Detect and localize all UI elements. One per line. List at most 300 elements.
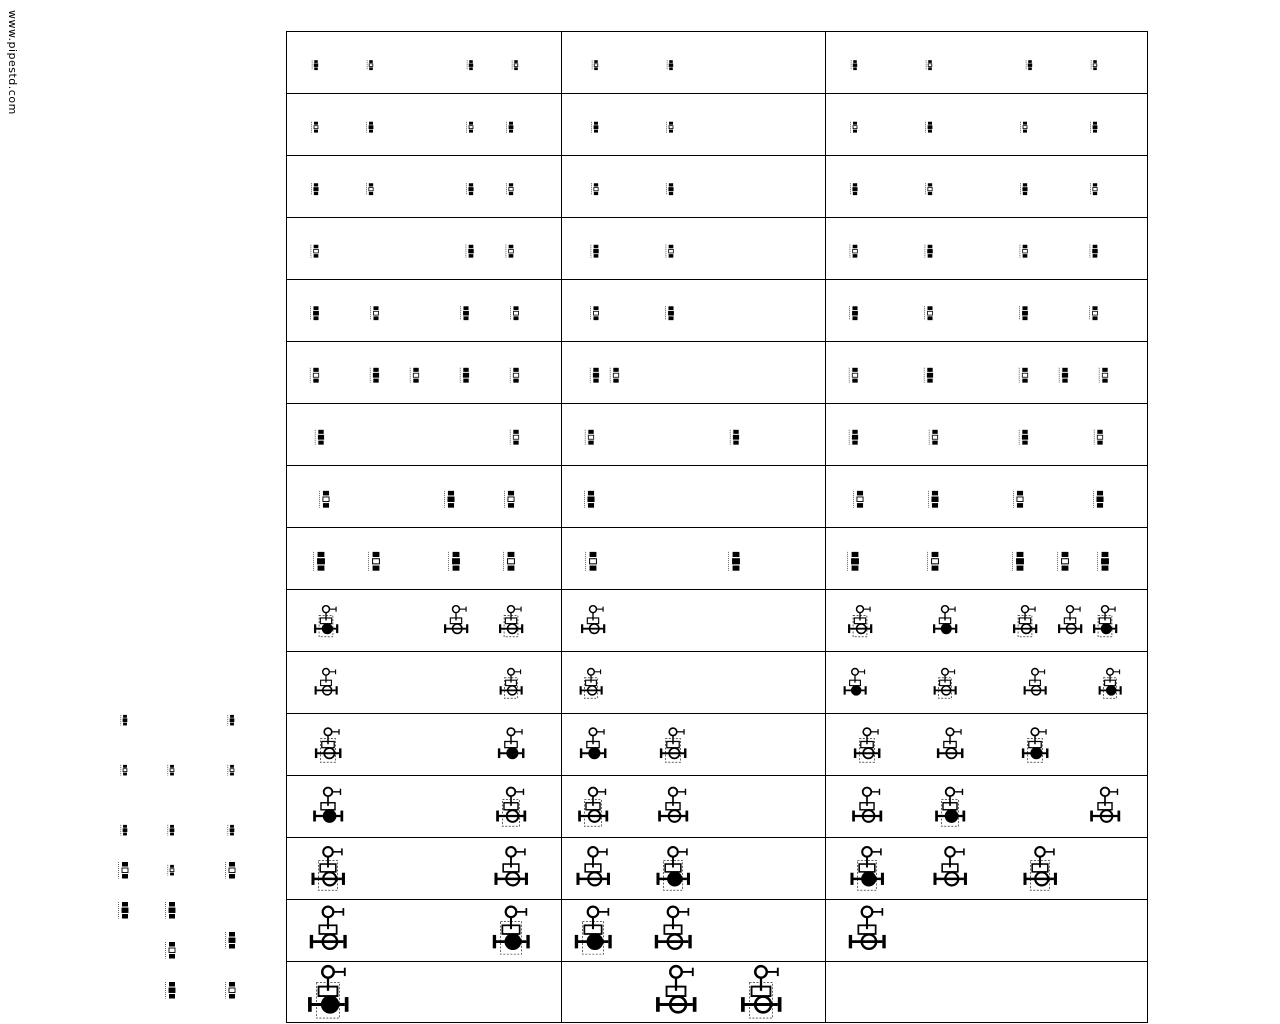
symbol-mark <box>314 188 318 191</box>
valve-symbol <box>228 765 234 776</box>
symbol-mark <box>122 868 128 873</box>
handwheel <box>323 847 333 857</box>
symbol-mark <box>588 441 593 445</box>
valve-symbol <box>844 669 867 695</box>
valve-symbol <box>1024 669 1047 695</box>
symbol-mark <box>733 566 740 571</box>
symbol-mark <box>1023 130 1027 133</box>
flange <box>1035 624 1037 633</box>
handwheel <box>508 669 515 676</box>
handwheel <box>453 606 460 613</box>
flange <box>1046 748 1048 758</box>
handwheel <box>323 669 330 676</box>
valve-symbol <box>933 606 957 634</box>
valve-symbol <box>121 765 127 776</box>
symbol-mark <box>857 497 863 502</box>
symbol-mark <box>229 862 235 867</box>
handwheel <box>946 728 954 736</box>
symbol-mark <box>169 908 175 913</box>
symbol-mark <box>230 769 234 772</box>
symbol-mark <box>170 865 174 868</box>
flange <box>466 624 468 633</box>
flange <box>315 686 317 694</box>
valve-symbol <box>1099 669 1122 699</box>
valve-symbol <box>1093 491 1103 508</box>
symbol-mark <box>1023 126 1027 129</box>
valve-symbol <box>610 368 619 383</box>
valve-symbol <box>1020 245 1027 258</box>
symbol-mark <box>1097 441 1102 445</box>
symbol-mark <box>123 769 127 772</box>
symbol-mark <box>932 552 939 557</box>
symbol-mark <box>594 122 598 125</box>
flange <box>685 811 688 822</box>
symbol-mark <box>927 306 932 310</box>
symbol-mark <box>1062 379 1067 383</box>
valve-symbol <box>226 932 236 949</box>
symbol-mark <box>853 60 857 63</box>
valve-symbol <box>119 902 129 919</box>
symbol-mark <box>668 316 673 320</box>
valve-symbol <box>1091 60 1097 70</box>
symbol-mark <box>122 902 128 907</box>
symbol-mark <box>1102 368 1107 372</box>
symbol-mark <box>469 245 474 249</box>
handwheel <box>589 728 597 736</box>
symbol-mark <box>1093 192 1097 195</box>
symbol-mark <box>669 126 673 129</box>
flange <box>310 935 313 948</box>
flange <box>605 811 608 822</box>
symbol-mark <box>318 435 323 439</box>
symbol-mark <box>169 942 175 947</box>
symbol-mark <box>509 249 514 253</box>
symbol-mark <box>229 988 235 993</box>
valve-symbol <box>226 862 236 879</box>
valve-symbol <box>228 825 234 836</box>
symbol-mark <box>594 130 598 133</box>
symbol-mark <box>669 192 673 195</box>
flange <box>601 686 603 694</box>
handwheel <box>1022 606 1029 613</box>
symbol-mark <box>369 130 373 133</box>
symbol-mark <box>669 188 673 191</box>
handwheel <box>857 606 864 613</box>
valve-symbol <box>1058 552 1069 571</box>
symbol-mark <box>613 373 618 377</box>
valve-symbol <box>166 902 176 919</box>
flange <box>1120 686 1122 694</box>
symbol-mark <box>1093 126 1097 129</box>
valve-symbol <box>312 122 318 133</box>
symbol-mark <box>469 249 474 253</box>
symbol-mark <box>229 944 235 949</box>
symbol-mark <box>590 566 597 571</box>
valve-symbol <box>507 122 513 133</box>
symbol-mark <box>513 373 518 377</box>
valve-symbol <box>584 491 594 508</box>
flange <box>879 811 882 822</box>
handwheel <box>1102 606 1109 613</box>
flange <box>1022 748 1024 758</box>
valve-symbol <box>1099 368 1108 383</box>
valve-symbol <box>850 245 857 258</box>
symbol-mark <box>369 122 373 125</box>
symbol-mark <box>1093 249 1098 253</box>
symbol-mark <box>314 126 318 129</box>
symbol-mark <box>369 67 373 70</box>
symbol-mark <box>1092 316 1097 320</box>
symbol-mark <box>594 254 599 258</box>
valve-symbol <box>308 966 348 1018</box>
symbol-mark <box>169 954 175 959</box>
handwheel <box>942 606 949 613</box>
symbol-mark <box>733 552 740 557</box>
symbol-mark <box>669 254 674 258</box>
symbol-mark <box>169 982 175 987</box>
handwheel <box>588 847 598 857</box>
valve-symbol <box>729 552 740 571</box>
symbol-mark <box>313 311 318 315</box>
valve-symbol <box>315 728 342 762</box>
symbol-mark <box>230 833 234 836</box>
symbol-mark <box>928 60 932 63</box>
flange <box>881 873 884 885</box>
valve-symbol <box>1020 183 1027 195</box>
symbol-mark <box>1028 60 1032 63</box>
symbol-mark <box>318 441 323 445</box>
valve-symbol <box>370 368 379 383</box>
flange <box>342 873 345 885</box>
symbol-mark <box>853 192 857 195</box>
valve-symbol <box>121 825 127 836</box>
symbol-mark <box>593 306 598 310</box>
symbol-mark <box>1062 373 1067 377</box>
symbol-mark <box>1097 491 1103 496</box>
symbol-mark <box>594 67 598 70</box>
symbol-mark <box>1023 249 1028 253</box>
symbol-mark <box>928 254 933 258</box>
valve-symbol <box>925 306 933 320</box>
valve-symbol <box>504 552 515 571</box>
valve-symbol <box>656 847 689 890</box>
symbol-mark <box>170 765 174 768</box>
valve-symbol <box>851 60 857 70</box>
valve-symbol <box>466 183 473 195</box>
symbol-mark <box>509 188 513 191</box>
handwheel <box>1035 847 1045 857</box>
symbol-mark <box>928 192 932 195</box>
symbol-mark <box>314 192 318 195</box>
symbol-mark <box>733 559 740 564</box>
valve-symbol <box>1098 552 1109 571</box>
symbol-mark <box>230 715 234 718</box>
valve-symbol <box>924 368 933 383</box>
symbol-mark <box>509 126 513 129</box>
valve-symbol <box>121 715 127 726</box>
valve-symbol <box>1026 60 1032 70</box>
symbol-mark <box>122 908 128 913</box>
valve-symbol <box>850 847 883 890</box>
symbol-mark <box>1023 192 1027 195</box>
flange <box>1115 624 1117 633</box>
symbol-mark <box>1097 435 1102 439</box>
symbol-mark <box>508 503 514 508</box>
symbol-mark <box>1097 430 1102 434</box>
valve-symbol <box>499 606 523 637</box>
symbol-mark <box>1022 316 1027 320</box>
symbol-mark <box>123 765 127 768</box>
symbol-mark <box>229 874 235 879</box>
symbol-mark <box>448 503 454 508</box>
flange <box>660 748 662 758</box>
symbol-mark <box>852 566 859 571</box>
handwheel <box>590 606 597 613</box>
flange <box>688 935 691 948</box>
symbol-mark <box>369 64 373 67</box>
flange <box>1080 624 1082 633</box>
symbol-mark <box>1017 559 1024 564</box>
symbol-mark <box>928 183 932 186</box>
symbol-mark <box>323 497 329 502</box>
handwheel <box>668 907 679 918</box>
symbol-mark <box>669 183 673 186</box>
symbol-mark <box>594 64 598 67</box>
symbol-mark <box>932 491 938 496</box>
flange <box>1117 811 1120 822</box>
flange <box>934 686 936 694</box>
symbol-mark <box>669 245 674 249</box>
valve-symbol <box>937 728 964 758</box>
symbol-mark <box>509 122 513 125</box>
symbol-mark <box>1023 245 1028 249</box>
symbol-mark <box>1102 552 1109 557</box>
valve-symbol <box>511 306 519 320</box>
symbol-mark <box>373 373 378 377</box>
symbol-mark <box>122 874 128 879</box>
flange <box>1054 873 1057 885</box>
symbol-mark <box>373 552 380 557</box>
symbol-mark <box>170 773 174 776</box>
flange <box>656 997 660 1012</box>
symbol-mark <box>122 862 128 867</box>
symbol-mark <box>669 67 673 70</box>
symbol-mark <box>230 773 234 776</box>
symbol-mark <box>122 914 128 919</box>
symbol-mark <box>1022 373 1027 377</box>
valve-symbol <box>494 847 527 885</box>
symbol-mark <box>1017 566 1024 571</box>
symbol-mark <box>123 829 127 832</box>
symbol-mark <box>853 254 858 258</box>
handwheel <box>862 847 872 857</box>
valve-symbol <box>449 552 460 571</box>
symbol-mark <box>413 373 418 377</box>
symbol-mark <box>463 379 468 383</box>
symbol-mark <box>593 373 598 377</box>
valve-symbol <box>656 966 696 1012</box>
valve-symbol <box>580 728 607 758</box>
symbol-mark <box>508 497 514 502</box>
valve-symbol <box>500 669 523 699</box>
symbol-mark <box>514 67 518 70</box>
symbol-mark <box>927 311 932 315</box>
valve-symbol <box>498 728 525 758</box>
symbol-mark <box>1093 122 1097 125</box>
symbol-mark <box>928 188 932 191</box>
handwheel <box>323 606 330 613</box>
valve-symbol <box>850 306 858 320</box>
flange <box>345 997 349 1012</box>
symbol-mark <box>668 306 673 310</box>
valve-symbol <box>667 60 673 70</box>
valve-symbol <box>849 368 858 383</box>
symbol-mark <box>1062 566 1069 571</box>
handwheel <box>322 966 334 978</box>
symbol-mark <box>453 552 460 557</box>
symbol-mark <box>513 306 518 310</box>
symbol-mark <box>1093 245 1098 249</box>
symbol-mark <box>230 765 234 768</box>
symbol-mark <box>588 497 594 502</box>
symbol-mark <box>508 491 514 496</box>
valve-symbol <box>311 847 344 890</box>
symbol-mark <box>123 723 127 726</box>
valve-symbol <box>590 368 599 383</box>
handwheel <box>863 788 872 797</box>
valve-symbol <box>578 788 608 827</box>
flange <box>741 997 745 1012</box>
symbol-mark <box>927 379 932 383</box>
symbol-mark <box>413 379 418 383</box>
symbol-mark <box>932 435 937 439</box>
symbol-mark <box>1093 183 1097 186</box>
handwheel <box>323 907 334 918</box>
symbol-mark <box>1097 503 1103 508</box>
valve-symbol <box>228 715 234 726</box>
valve-symbol <box>934 669 957 699</box>
symbol-mark <box>169 988 175 993</box>
flange <box>315 748 317 758</box>
symbol-mark <box>318 566 325 571</box>
symbol-mark <box>1102 373 1107 377</box>
symbol-mark <box>588 430 593 434</box>
flange <box>854 748 856 758</box>
symbol-mark <box>469 188 473 191</box>
symbol-mark <box>453 566 460 571</box>
symbol-mark <box>852 306 857 310</box>
flange <box>1045 686 1047 694</box>
symbol-mark <box>413 368 418 372</box>
valve-legend-block <box>110 690 310 1010</box>
symbol-mark <box>463 316 468 320</box>
symbol-mark <box>928 245 933 249</box>
valve-symbol <box>510 368 519 383</box>
symbol-mark <box>323 491 329 496</box>
symbol-mark <box>593 316 598 320</box>
valve-symbol <box>591 245 598 258</box>
symbol-mark <box>469 64 473 67</box>
symbol-mark <box>513 311 518 315</box>
symbol-mark <box>314 64 318 67</box>
valve-symbol <box>925 183 932 195</box>
symbol-mark <box>593 368 598 372</box>
valve-symbol <box>467 60 473 70</box>
valve-symbol <box>1058 606 1082 634</box>
valve-symbol <box>226 982 236 999</box>
valve-symbol <box>119 862 129 879</box>
symbol-mark <box>369 126 373 129</box>
valve-symbol <box>741 966 781 1018</box>
symbol-mark <box>229 938 235 943</box>
flange <box>500 686 502 694</box>
symbol-mark <box>313 306 318 310</box>
symbol-mark <box>1097 497 1103 502</box>
symbol-mark <box>853 130 857 133</box>
handwheel <box>946 788 955 797</box>
flange <box>343 935 346 948</box>
flange <box>581 624 583 633</box>
valve-symbol <box>928 491 938 508</box>
symbol-mark <box>1102 379 1107 383</box>
symbol-mark <box>463 306 468 310</box>
symbol-mark <box>594 60 598 63</box>
symbol-mark <box>513 316 518 320</box>
symbol-mark <box>508 559 515 564</box>
valve-symbol <box>504 491 514 508</box>
valve-symbol <box>926 60 932 70</box>
valve-symbol <box>314 552 325 571</box>
valve-symbol <box>581 606 605 634</box>
flange <box>521 686 523 694</box>
valve-symbol <box>666 245 673 258</box>
symbol-mark <box>1093 64 1097 67</box>
symbol-mark <box>469 60 473 63</box>
flange <box>1099 686 1101 694</box>
symbol-mark <box>373 306 378 310</box>
valve-symbol <box>315 430 324 445</box>
symbol-mark <box>314 254 319 258</box>
flange <box>852 811 855 822</box>
symbol-mark <box>853 64 857 67</box>
handwheel <box>324 788 333 797</box>
flange <box>1093 624 1095 633</box>
valve-symbol <box>666 183 673 195</box>
symbol-mark <box>1022 311 1027 315</box>
flange <box>1023 873 1026 885</box>
symbol-mark <box>318 559 325 564</box>
valve-symbol <box>310 368 319 383</box>
valve-symbol <box>849 907 886 949</box>
valve-symbol <box>580 669 603 699</box>
symbol-mark <box>453 559 460 564</box>
symbol-mark <box>594 188 598 191</box>
symbol-mark <box>590 559 597 564</box>
symbol-mark <box>169 994 175 999</box>
symbol-mark <box>932 503 938 508</box>
symbol-mark <box>318 552 325 557</box>
symbol-mark <box>373 566 380 571</box>
symbol-mark <box>852 316 857 320</box>
symbol-mark <box>932 430 937 434</box>
handwheel <box>324 728 332 736</box>
symbol-mark <box>733 441 738 445</box>
symbol-mark <box>593 311 598 315</box>
valve-symbol <box>168 865 174 876</box>
symbol-mark <box>852 441 857 445</box>
symbol-mark <box>928 249 933 253</box>
valve-symbol <box>312 60 318 70</box>
